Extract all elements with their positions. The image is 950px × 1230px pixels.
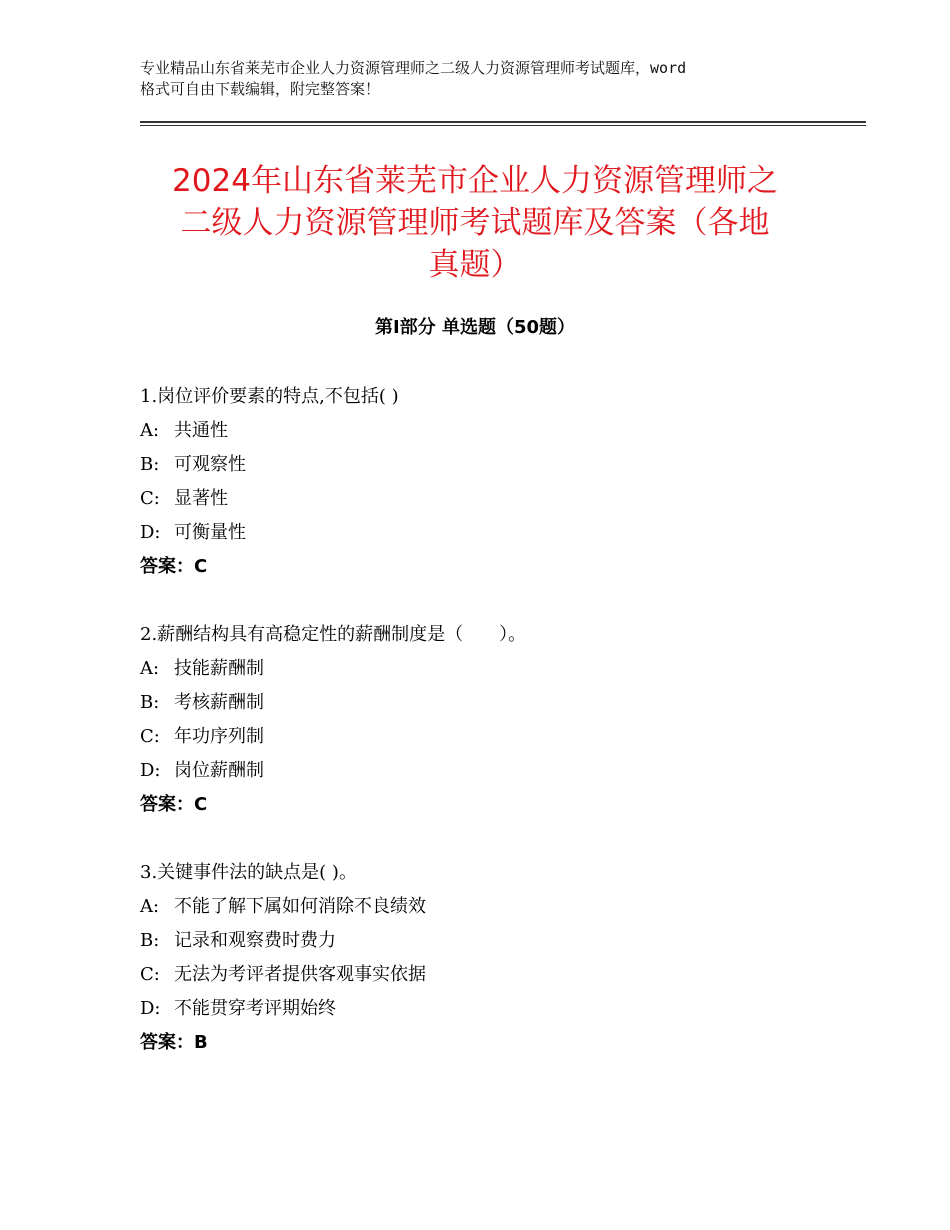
option-letter: D: [140,522,161,543]
document-title-line-1: 2024年山东省莱芜市企业人力资源管理师之 [172,163,778,199]
option-b [140,451,860,485]
option-d [140,995,860,1029]
option-d [140,757,860,791]
section-heading: 第Ⅰ部分 单选题（50题） [374,317,575,338]
question-list [140,383,860,1097]
option-letter: A: [140,658,160,679]
option-text: 考核薪酬制 [174,692,264,713]
question-3 [140,859,860,1063]
option-letter: B: [140,692,160,713]
option-text: 技能薪酬制 [174,658,264,679]
option-text: 记录和观察费时费力 [174,930,336,951]
option-letter: D: [140,998,161,1019]
header-divider-thick [140,121,866,123]
document-title-line-2: 二级人力资源管理师考试题库及答案（各地 [180,205,770,241]
option-a [140,893,860,927]
option-c [140,485,860,519]
header-note-line-1: 专业精品山东省莱芜市企业人力资源管理师之二级人力资源管理师考试题库，word [140,59,687,77]
option-a [140,655,860,689]
option-text: 显著性 [174,488,228,509]
option-c [140,723,860,757]
question-1 [140,383,860,587]
option-text: 年功序列制 [174,726,264,747]
document-title [120,160,830,286]
option-letter: C: [140,488,160,509]
option-text: 不能了解下属如何消除不良绩效 [174,896,426,917]
answer-line: 答案：C [140,556,208,577]
option-text: 无法为考评者提供客观事实依据 [174,964,426,985]
option-letter: C: [140,726,160,747]
option-text: 可观察性 [174,454,246,475]
option-a [140,417,860,451]
option-text: 岗位薪酬制 [174,760,264,781]
header-divider-thin [140,125,866,126]
option-letter: C: [140,964,160,985]
option-text: 共通性 [174,420,228,441]
question-stem: 2.薪酬结构具有高稳定性的薪酬制度是（ ）。 [140,624,527,645]
document-title-line-3: 真题） [428,247,522,283]
option-letter: B: [140,930,160,951]
option-letter: A: [140,896,160,917]
question-stem: 1.岗位评价要素的特点,不包括( ) [140,386,399,407]
option-b [140,689,860,723]
option-b [140,927,860,961]
option-letter: A: [140,420,160,441]
option-letter: D: [140,760,161,781]
option-text: 可衡量性 [174,522,246,543]
answer-line: 答案：B [140,1032,208,1053]
question-stem: 3.关键事件法的缺点是( )。 [140,862,357,883]
option-d [140,519,860,553]
answer-line: 答案：C [140,794,208,815]
option-text: 不能贯穿考评期始终 [174,998,336,1019]
option-c [140,961,860,995]
question-2 [140,621,860,825]
header-note-line-2: 格式可自由下载编辑，附完整答案！ [140,80,381,98]
option-letter: B: [140,454,160,475]
header-note [140,58,840,100]
